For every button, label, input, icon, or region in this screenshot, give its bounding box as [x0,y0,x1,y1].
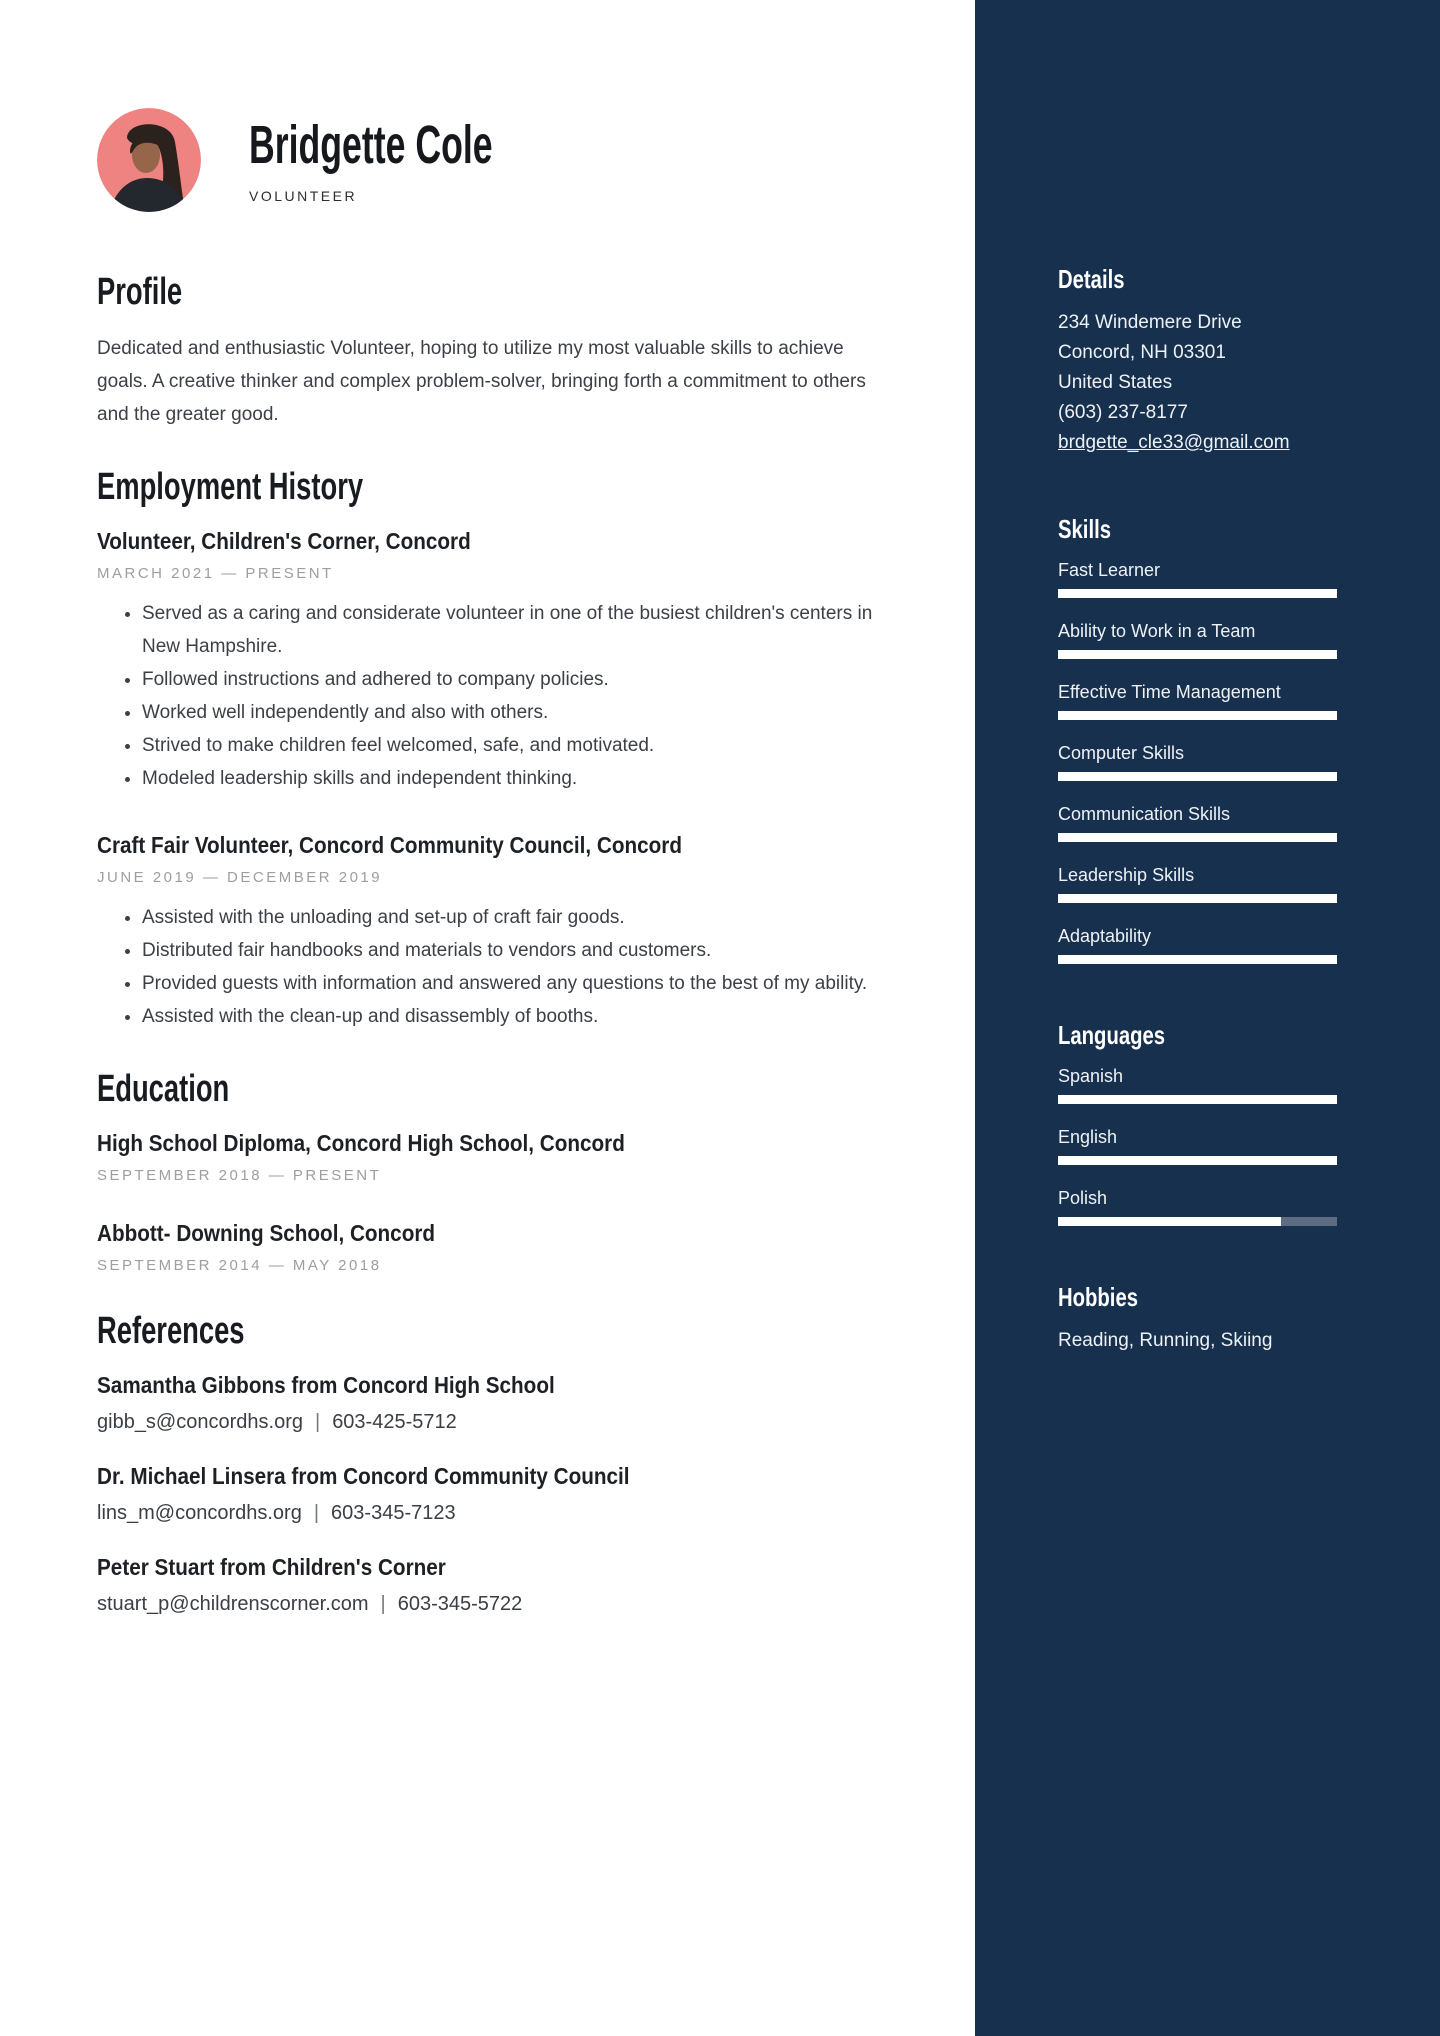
skill-bar-fill [1058,894,1337,903]
education-entry [97,1129,875,1185]
person-title: VOLUNTEER [249,188,358,204]
skill-label: Ability to Work in a Team [1058,621,1256,641]
job-bullet: • Worked well independently and also with others. [142,696,875,729]
language-bar [1058,1156,1337,1165]
references-section [97,1311,875,1616]
header [97,108,875,212]
language-bar [1058,1217,1337,1226]
details-line: 234 Windemere Drive [1058,312,1242,333]
skill-bar [1058,650,1337,659]
job-bullet: • Followed instructions and adhered to company policies. [142,663,875,696]
hobbies-section [1058,1282,1337,1354]
skill-label: Fast Learner [1058,560,1161,580]
reference-contact [97,1593,875,1616]
skills-heading: Skills [1058,514,1111,544]
education-entry [97,1219,875,1275]
language-item [1058,1186,1337,1226]
job-bullets [97,597,875,795]
skill-item [1058,619,1337,659]
skill-item [1058,680,1337,720]
skills-section [1058,514,1337,964]
reference-contact [97,1411,875,1434]
sidebar [975,0,1440,2036]
hobbies-text: Reading, Running, Skiing [1058,1330,1273,1351]
skill-bar-fill [1058,833,1337,842]
contact-separator: | [380,1593,386,1615]
profile-text: Dedicated and enthusiastic Volunteer, hoping to utilize my most valuable skills to achieve goals. A creative thinker and complex problem-solver, bringing forth a commitment to others and the greater good. [97,338,866,425]
skill-bar-fill [1058,589,1337,598]
contact-separator: | [313,1502,320,1524]
reference-name: Dr. Michael Linsera from Concord Community Council [97,1463,630,1489]
education-dates: SEPTEMBER 2018 — PRESENT [97,1167,382,1184]
skill-bar [1058,711,1337,720]
job-bullet: • Provided guests with information and answered any questions to the best of my ability. [142,967,875,1000]
language-item [1058,1064,1337,1104]
reference-phone: 603-345-5722 [397,1593,523,1615]
education-title: High School Diploma, Concord High School, Concord [97,1130,625,1156]
skill-bar [1058,833,1337,842]
skill-label: Communication Skills [1058,804,1231,824]
skill-item [1058,802,1337,842]
references-heading: References [97,1310,245,1352]
reference-email: lins_m@concordhs.org [97,1502,302,1524]
reference-name: Samantha Gibbons from Concord High School [97,1372,555,1398]
skill-bar [1058,955,1337,964]
reference-phone: 603-345-7123 [331,1502,456,1524]
education-heading: Education [97,1068,230,1110]
job-entry [97,527,875,795]
jobs-list [97,527,875,1033]
reference-entry [97,1553,875,1616]
reference-email: gibb_s@concordhs.org [97,1411,303,1433]
language-item [1058,1125,1337,1165]
avatar [97,108,201,212]
language-label: English [1058,1127,1118,1147]
skill-label: Computer Skills [1058,743,1185,763]
skill-label: Leadership Skills [1058,865,1195,885]
reference-phone: 603-425-5712 [332,1411,457,1433]
details-heading: Details [1058,264,1125,294]
profile-section [97,272,875,431]
reference-entry [97,1462,875,1525]
job-bullet: • Assisted with the clean-up and disassembly of booths. [142,1000,875,1033]
reference-entry [97,1371,875,1434]
job-dates: JUNE 2019 — DECEMBER 2019 [97,869,383,886]
employment-section [97,467,875,1033]
details-lines [1058,308,1337,428]
skill-bar [1058,589,1337,598]
language-bar-fill [1058,1217,1281,1226]
skill-label: Adaptability [1058,926,1152,946]
details-section [1058,264,1337,458]
avatar-photo [97,108,201,212]
details-line: United States [1058,372,1173,393]
job-bullet: • Served as a caring and considerate volunteer in one of the busiest children's centers in New Hampshire. [142,597,875,663]
education-title: Abbott- Downing School, Concord [97,1220,436,1246]
job-bullet: • Strived to make children feel welcomed, safe, and motivated. [142,729,875,762]
job-title: Craft Fair Volunteer, Concord Community Council, Concord [97,832,682,858]
education-dates: SEPTEMBER 2014 — MAY 2018 [97,1257,382,1274]
job-bullet: • Distributed fair handbooks and materials to vendors and customers. [142,934,875,967]
education-list [97,1129,875,1275]
skill-bar-fill [1058,955,1337,964]
reference-email: stuart_p@childrenscorner.com [97,1593,369,1615]
job-entry [97,831,875,1033]
skill-label: Effective Time Management [1058,682,1281,702]
skill-bar [1058,894,1337,903]
email-link[interactable]: brdgette_cle33@gmail.com [1058,432,1290,453]
skill-item [1058,741,1337,781]
languages-section [1058,1020,1337,1226]
details-line: (603) 237-8177 [1058,402,1188,423]
job-bullets [97,901,875,1033]
job-bullet: • Assisted with the unloading and set-up of craft fair goods. [142,901,875,934]
details-line: Concord, NH 03301 [1058,342,1226,363]
language-label: Spanish [1058,1066,1124,1086]
language-bar-fill [1058,1095,1337,1104]
job-bullet: • Modeled leadership skills and independent thinking. [142,762,875,795]
hobbies-heading: Hobbies [1058,1282,1139,1312]
skill-bar-fill [1058,650,1337,659]
skills-list [1058,558,1337,964]
header-text [249,108,618,204]
skill-item [1058,558,1337,598]
languages-list [1058,1064,1337,1226]
education-section [97,1069,875,1275]
language-bar-fill [1058,1156,1337,1165]
skill-item [1058,863,1337,903]
job-title: Volunteer, Children's Corner, Concord [97,528,471,554]
job-dates: MARCH 2021 — PRESENT [97,565,334,582]
reference-name: Peter Stuart from Children's Corner [97,1554,446,1580]
person-name: Bridgette Cole [249,115,493,175]
skill-item [1058,924,1337,964]
skill-bar-fill [1058,772,1337,781]
employment-heading: Employment History [97,466,364,508]
languages-heading: Languages [1058,1020,1166,1050]
language-label: Polish [1058,1188,1108,1208]
contact-separator: | [314,1411,321,1433]
language-bar [1058,1095,1337,1104]
references-list [97,1371,875,1616]
skill-bar-fill [1058,711,1337,720]
profile-heading: Profile [97,271,183,313]
reference-contact [97,1502,875,1525]
skill-bar [1058,772,1337,781]
